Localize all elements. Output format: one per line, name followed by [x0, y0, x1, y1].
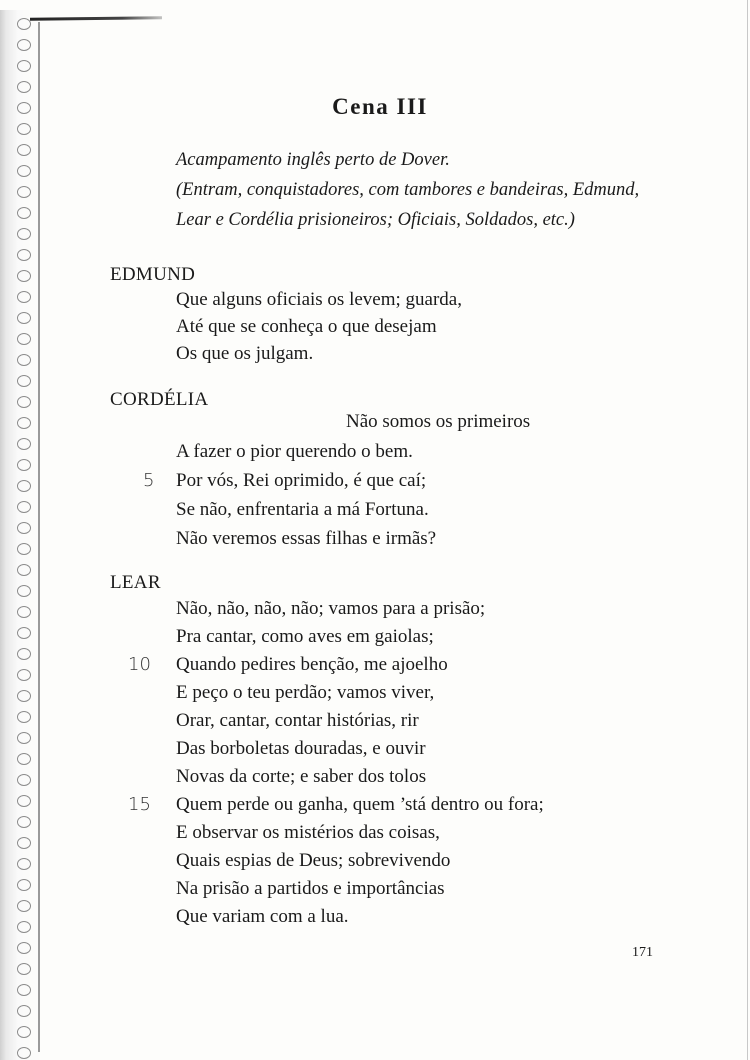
- binding-ring: [17, 942, 31, 954]
- binding-ring: [17, 186, 31, 198]
- binding-ring: [17, 732, 31, 744]
- verse-line: Pra cantar, como aves em gaiolas;: [176, 626, 434, 647]
- binding-ring: [17, 1005, 31, 1017]
- binding-ring: [17, 585, 31, 597]
- binding-ring: [17, 228, 31, 240]
- verse-line: Das borboletas douradas, e ouvir: [176, 738, 426, 759]
- verse-line: Que alguns oficiais os levem; guarda,: [176, 289, 462, 310]
- binding-ring: [17, 480, 31, 492]
- binding-ring: [17, 858, 31, 870]
- binding-ring: [17, 627, 31, 639]
- scene-title: Cena III: [332, 94, 428, 119]
- speaker-name-lear: LEAR: [110, 572, 161, 593]
- speaker-name-cordelia: CORDÉLIA: [110, 389, 209, 410]
- line-number-marker: 5: [143, 470, 155, 491]
- binding-ring: [17, 837, 31, 849]
- verse-line: Por vós, Rei oprimido, é que caí;: [176, 470, 427, 491]
- binding-ring: [17, 396, 31, 408]
- binding-ring: [17, 900, 31, 912]
- binding-ring: [17, 438, 31, 450]
- line-number-marker: 10: [128, 654, 151, 675]
- stage-direction-entry-continued: Lear e Cordélia prisioneiros; Oficiais, Soldados, etc.): [176, 210, 575, 230]
- verse-line: Orar, cantar, contar histórias, rir: [176, 710, 419, 731]
- binding-ring: [17, 39, 31, 51]
- binding-ring: [17, 144, 31, 156]
- verse-line: Que variam com a lua.: [176, 906, 349, 927]
- binding-ring: [17, 648, 31, 660]
- speaker-name-edmund: EDMUND: [110, 264, 196, 285]
- binding-ring: [17, 207, 31, 219]
- binding-ring: [17, 816, 31, 828]
- binding-ring: [17, 606, 31, 618]
- binding-ring: [17, 522, 31, 534]
- binding-ring: [17, 753, 31, 765]
- verse-line: A fazer o pior querendo o bem.: [176, 441, 413, 462]
- binding-ring: [17, 711, 31, 723]
- binding-ring: [17, 417, 31, 429]
- verse-line: Novas da corte; e saber dos tolos: [176, 766, 427, 787]
- binding-ring: [17, 333, 31, 345]
- stage-direction-setting: Acampamento inglês perto de Dover.: [176, 150, 450, 170]
- verse-line: Não veremos essas filhas e irmãs?: [176, 528, 437, 549]
- binding-ring: [17, 165, 31, 177]
- binding-edge-line: [38, 22, 40, 1052]
- verse-line: E peço o teu perdão; vamos viver,: [176, 682, 435, 703]
- verse-line: Se não, enfrentaria a má Fortuna.: [176, 499, 429, 520]
- verse-line: Até que se conheça o que desejam: [176, 316, 437, 337]
- binding-ring: [17, 669, 31, 681]
- line-number-marker: 15: [128, 794, 151, 815]
- binding-ring: [17, 795, 31, 807]
- binding-ring: [17, 249, 31, 261]
- verse-line: Não, não, não, não; vamos para a prisão;: [176, 598, 486, 619]
- binding-ring: [17, 984, 31, 996]
- page-top-rule: [30, 16, 162, 20]
- binding-ring: [17, 774, 31, 786]
- binding-ring: [17, 291, 31, 303]
- binding-ring: [17, 690, 31, 702]
- verse-line: Quando pedires benção, me ajoelho: [176, 654, 448, 675]
- verse-line: Quem perde ou ganha, quem ’stá dentro ou fora;: [176, 794, 544, 815]
- binding-ring: [17, 60, 31, 72]
- verse-line: Os que os julgam.: [176, 343, 314, 364]
- binding-ring: [17, 1026, 31, 1038]
- binding-ring: [17, 81, 31, 93]
- binding-ring: [17, 543, 31, 555]
- binding-ring: [17, 375, 31, 387]
- binding-ring: [17, 270, 31, 282]
- binding-ring: [17, 18, 31, 30]
- binding-ring: [17, 459, 31, 471]
- binding-ring: [17, 354, 31, 366]
- stage-direction-entry: (Entram, conquistadores, com tambores e bandeiras, Edmund,: [176, 180, 640, 200]
- verse-line: Quais espias de Deus; sobrevivendo: [176, 850, 451, 871]
- binding-ring: [17, 312, 31, 324]
- binding-ring: [17, 123, 31, 135]
- binding-ring: [17, 963, 31, 975]
- binding-ring: [17, 501, 31, 513]
- page-right-edge: [747, 0, 748, 1060]
- verse-line: Não somos os primeiros: [346, 411, 531, 432]
- binding-ring: [17, 1047, 31, 1059]
- binding-ring: [17, 921, 31, 933]
- verse-line: Na prisão a partidos e importâncias: [176, 878, 445, 899]
- page-number: 171: [632, 945, 653, 960]
- verse-line: E observar os mistérios das coisas,: [176, 822, 440, 843]
- binding-ring: [17, 564, 31, 576]
- spiral-binding: [0, 10, 42, 1060]
- binding-ring: [17, 879, 31, 891]
